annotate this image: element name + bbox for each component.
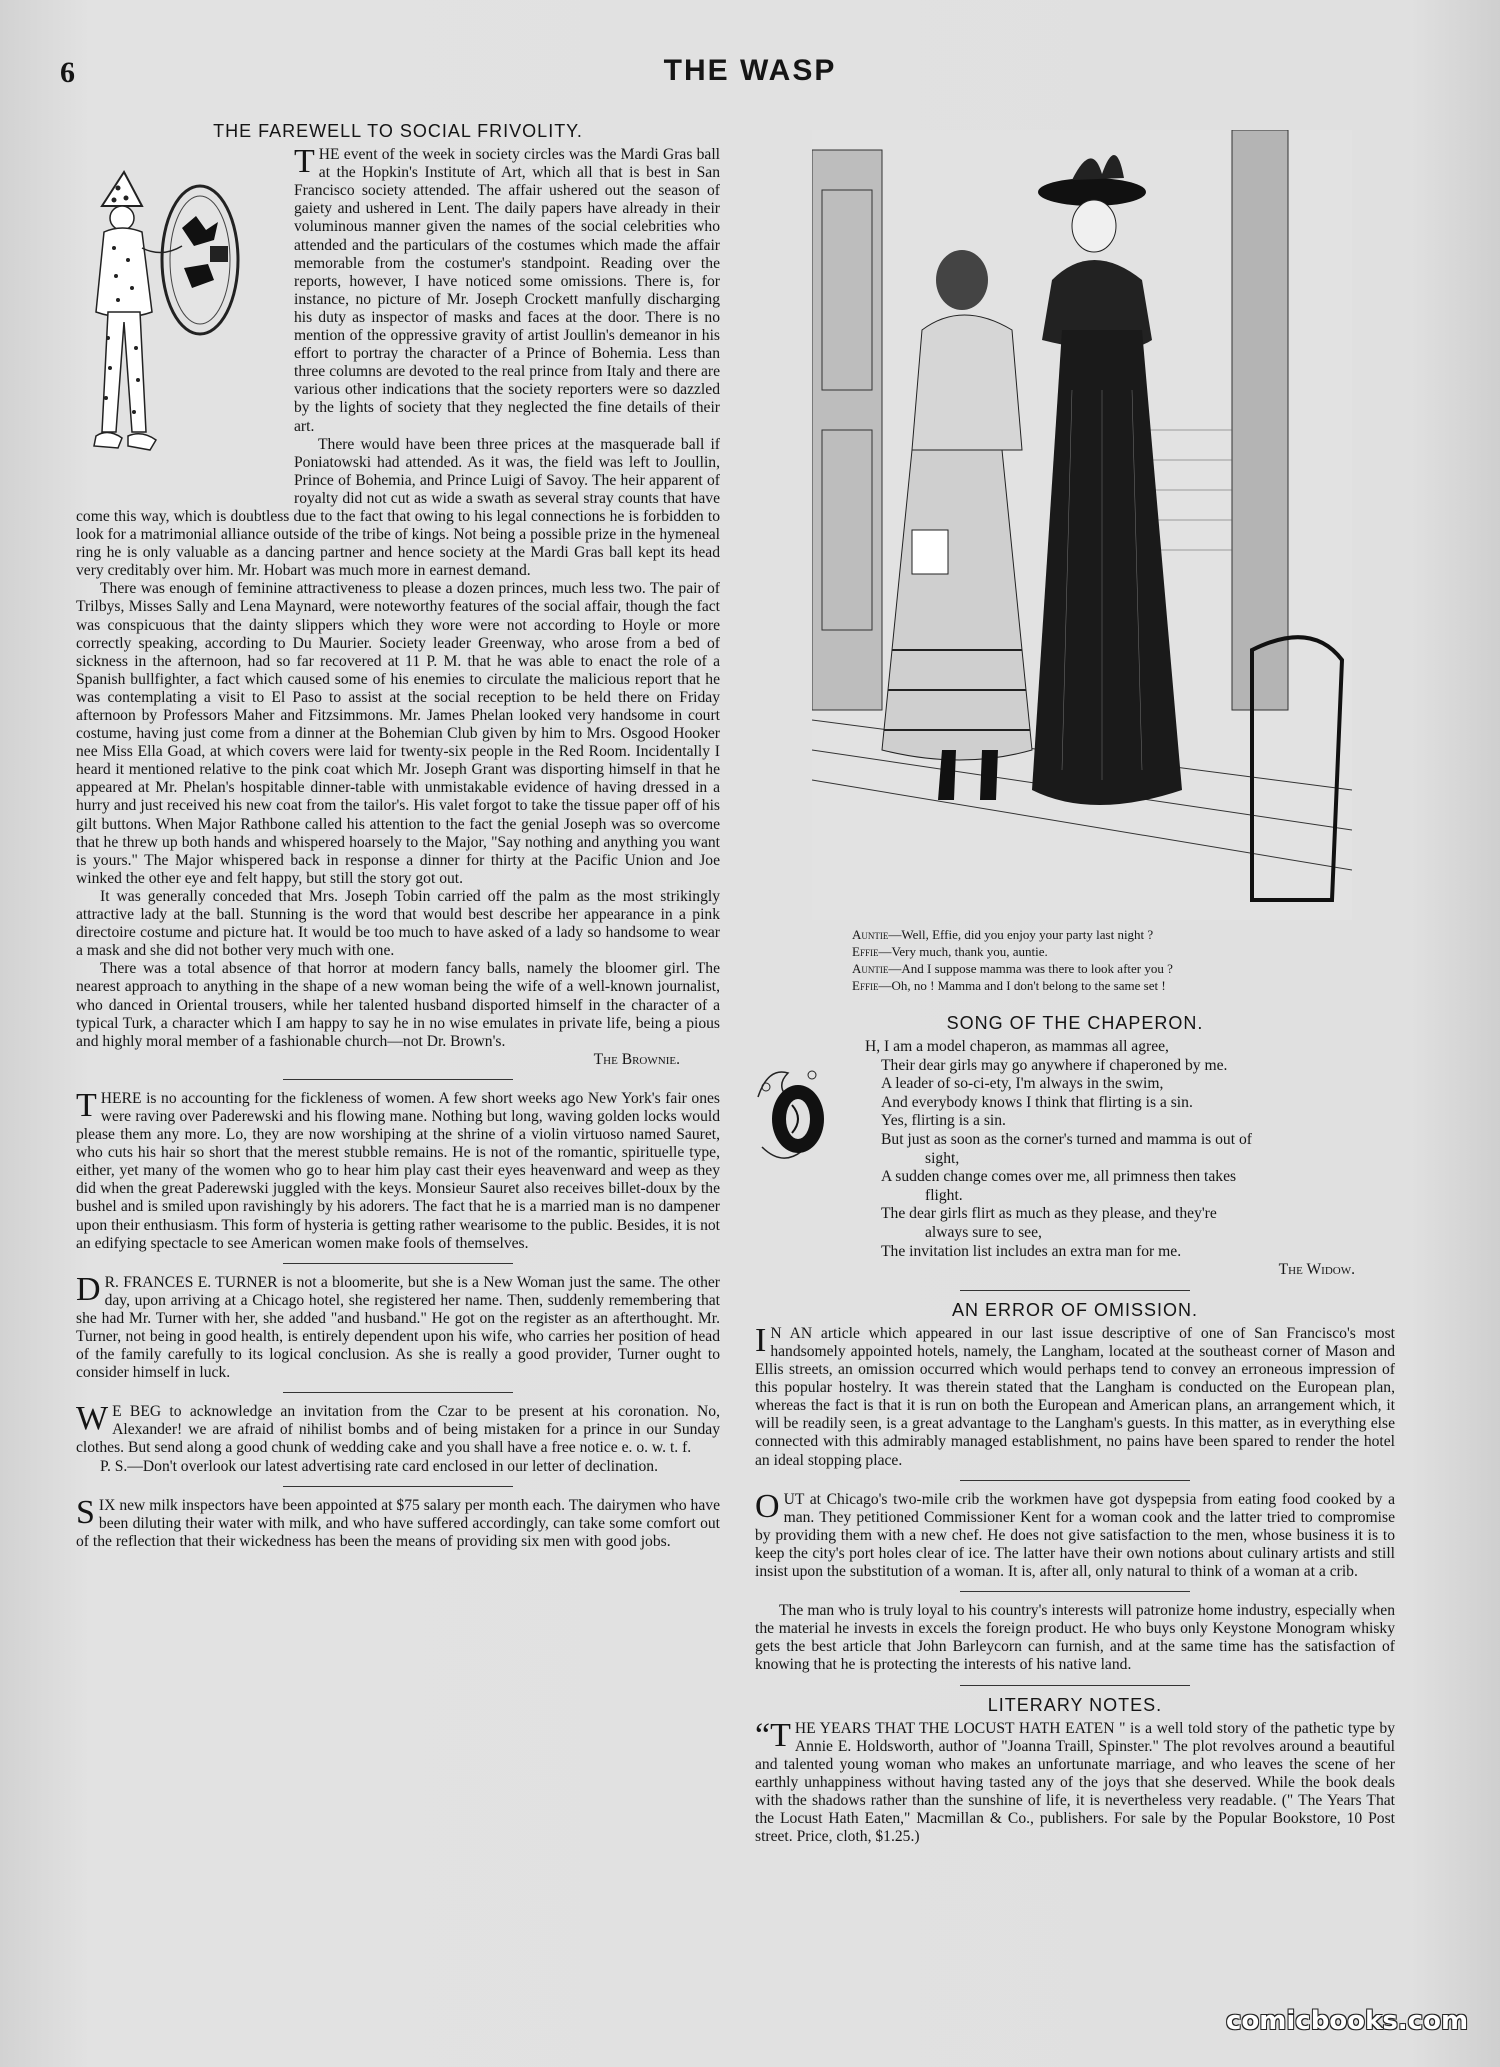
dropcap: T	[294, 143, 315, 181]
dropcap: D	[76, 1270, 101, 1308]
caption-line	[852, 943, 1332, 960]
milk-article	[76, 1493, 720, 1551]
poem-line: But just as soon as the corner's turned and mamma is out of	[881, 1131, 1252, 1149]
illustration-caption	[852, 926, 1332, 994]
dropcap: T	[76, 1086, 97, 1124]
song-signature: The Widow.	[1278, 1261, 1355, 1279]
divider	[283, 1079, 513, 1080]
dropcap: I	[755, 1321, 767, 1359]
divider	[960, 1591, 1190, 1592]
literary-title: LITERARY NOTES.	[987, 1694, 1163, 1715]
dropcap: O	[755, 1487, 780, 1525]
poem-line: The invitation list includes an extra man for me.	[881, 1242, 1182, 1260]
caption-speaker: Effie	[852, 944, 879, 959]
czar-article	[76, 1400, 720, 1457]
literary-article	[755, 1716, 1395, 1847]
dropcap: S	[76, 1493, 95, 1531]
literary-text: HE YEARS THAT THE LOCUST HATH EATEN " is a well told story of the pathetic type by Annie E. Holdsworth, author of "Joanna Traill, Spinster." The plot revolves around a beautiful and talented young woman who makes an unfortunate marriage, and who leaves the scene of her earthly unhappiness without having tasted any of the joys that she deserved. While the book deals with the shadows rather than the sunshine of life, it is nevertheless very readable. (" The Years That the Locust Hath Eaten," Macmillan & Co., publishers. For sale by the Popular Bookstore, 10 Post street. Price, cloth, $1.25.)	[755, 1719, 1395, 1846]
sauret-article	[76, 1086, 720, 1253]
caption-speaker: Auntie	[852, 927, 889, 942]
poem-line: always sure to see,	[925, 1224, 1042, 1242]
poem-line: And everybody knows I think that flirting is a sin.	[881, 1093, 1193, 1111]
chicago-text: UT at Chicago's two-mile crib the workmen have got dyspepsia from eating food cooked by a man. They petitioned Commissioner Kent for a woman cook and the latter tried to compromise by providing them with a new chef. He does not give satisfaction to the men, whose business it is to keep the city's port holes clear of ice. The latter have their own notions about culinary artists and still insist upon the substitution of a woman. It is, after all, only natural to think of a woman at a crib.	[755, 1490, 1395, 1581]
omission-article	[755, 1321, 1395, 1470]
turner-article	[76, 1270, 720, 1383]
poem-line: A leader of so-ci-ety, I'm always in the swim,	[881, 1075, 1164, 1093]
caption-line	[852, 926, 1332, 943]
caption-line	[852, 960, 1332, 977]
song-title: SONG OF THE CHAPERON.	[946, 1013, 1204, 1033]
farewell-title: THE FAREWELL TO SOCIAL FRIVOLITY.	[213, 121, 583, 141]
caption-line	[852, 977, 1332, 994]
caption-text: —Well, Effie, did you enjoy your party last night ?	[888, 927, 1154, 942]
caption-text: —And I suppose mamma was there to look after you ?	[888, 961, 1173, 976]
divider	[283, 1486, 513, 1487]
caption-text: —Oh, no ! Mamma and I don't belong to the same set !	[878, 978, 1166, 993]
czar-text: E BEG to acknowledge an invitation from the Czar to be present at his coronation. No, Alexander! we are afraid of nihilist bombs and of being mistaken for a prince in our Sunday clothes. But send along a good chunk of wedding cake and you shall have a free notice e. o. w. t. f.	[76, 1403, 720, 1457]
sauret-text: HERE is no accounting for the fickleness of women. A few short weeks ago New York's fair ones were raving over Paderewski and his flowing mane. Nothing but long, waving golden locks would please them any more. Lo, they are now worshiping at the shrine of a violin virtuoso named Sauret, who cuts his hair so short that the merest stubble remains. He is not of the romantic, spirituelle type, either, yet many of the women who go to hear him play cast their eyes heavenward and weep as they did when the great Paderewski juggled with the keys. Monsieur Sauret also receives billet-doux by the bushel and is smiled upon ravishingly by his adorers. The fact that he is a married man is no dampener upon their enthusiasm. This form of hysteria is getting rather wearisome to the public. Besides, it is not an edifying spectacle to see American women make fools of themselves.	[76, 1089, 720, 1252]
omission-text: N AN article which appeared in our last issue descriptive of one of San Francisco's most handsomely appointed hotels, namely, the Langham, located at the southeast corner of Mason and Ellis streets, an omission occurred which would perhaps tend to convey an erroneous impression of this popular hostelry. It was therein stated that the Langham is conducted on the European plan, whereas the fact is that it is run on both the European and American plans, an arrangement which, it will be readily seen, is a great advantage to the Langham's guests. In this matter, as in everything else connected with this admirably managed establishment, no pains have been spared to render the hotel an ideal stopping place.	[755, 1324, 1395, 1469]
dropcap: W	[76, 1400, 109, 1438]
poem-line: sight,	[925, 1149, 960, 1167]
caption-speaker: Auntie	[852, 961, 889, 976]
masthead: THE WASP	[663, 54, 837, 87]
czar-postscript: P. S.—Don't overlook our latest advertising rate card enclosed in our letter of declination.	[100, 1457, 658, 1475]
divider	[960, 1685, 1190, 1686]
poem-line: Yes, flirting is a sin.	[881, 1112, 1006, 1130]
left-column	[76, 122, 720, 1551]
clown-float-space	[76, 146, 294, 502]
chicago-article	[755, 1487, 1395, 1581]
divider	[960, 1290, 1190, 1291]
right-column	[755, 1014, 1395, 1846]
keystone-article: The man who is truly loyal to his country's interests will patronize home industry, especially when the material he invests in excels the foreign product. He who buys only Keystone Monogram whisky gets the best article that John Barleycorn can furnish, and at the same time has the satisfaction of knowing that he is protecting the interests of his native land.	[755, 1602, 1395, 1674]
farewell-paragraph-4: It was generally conceded that Mrs. Joseph Tobin carried off the palm as the most strikingly attractive lady at the ball. Stunning is the word that would best describe her appearance in a pink directoire costume and picture hat. It would be too much to have asked of a lady so handsome to wear a mask and she did not bother very much with one.	[76, 887, 720, 960]
caption-speaker: Effie	[852, 978, 879, 993]
farewell-signature: The Brownie.	[593, 1050, 680, 1068]
poem-line: A sudden change comes over me, all primness then takes	[881, 1168, 1237, 1186]
page-number: 6	[60, 56, 75, 89]
auntie-effie-illustration	[812, 130, 1352, 920]
poem-line: H, I am a model chaperon, as mammas all agree,	[865, 1038, 1169, 1056]
farewell-paragraph-2: There would have been three prices at the masquerade ball if Poniatowski had attended. As it was, the field was left to Joullin, Prince of Bohemia, and Prince Luigi of Savoy. The heir apparent of royalty did not cut as wide a swath as several stray counts that have come this way, which is doubtless due to the fact that owing to his legal connections he is forbidden to look for a matrimonial alliance outside of the tribe of kings. Not being a possible prize in the hymeneal ring he is only valuable as a dancing partner and hence society at the Mardi Gras ball kept its head very creditably over him. Mr. Hobart was much more in earnest demand.	[76, 435, 720, 580]
poem-line: flight.	[925, 1186, 963, 1204]
watermark: comicbooks.com	[1226, 2006, 1469, 2036]
farewell-paragraph-1	[76, 143, 720, 436]
farewell-text-1: HE event of the week in society circles was the Mardi Gras ball at the Hopkin's Institute of Art, which all that is best in San Francisco society attended. The affair ushered out the season of gaiety and ushered in Lent. The daily papers have already in their voluminous manner given the names of the social celebrities who attended and the particulars of the costumes which made the affair memorable from the costumer's standpoint. Reading over the reports, however, I have noticed some omissions. There is, for instance, no picture of Mr. Joseph Crockett manfully discharging his duty as inspector of masks and faces at the door. There is no mention of the oppressive gravity of artist Joullin's demeanor in his effort to portray the character of a Prince of Bohemia. Less than three columns are devoted to the real prince from Italy and there are various other indications that the society reporters were so dazzled by the lights of society that they neglected the fine details of their art.	[294, 146, 720, 435]
turner-text: R. FRANCES E. TURNER is not a bloomerite, but she is a New Woman just the same. The other day, upon arriving at a Chicago hotel, she registered her name. Then, suddenly remembering that she had Mr. Turner with her, she added "and husband." He got on the register as an afterthought. Mr. Turner, not being in good health, is entirely dependent upon his wife, who carries her position of head of the family carefully to its logical conclusion. As she is really a good provider, Turner ought to consider himself in luck.	[76, 1273, 720, 1382]
dropcap: “T	[755, 1716, 791, 1754]
poem-line: Their dear girls may go anywhere if chaperoned by me.	[881, 1056, 1228, 1074]
song-poem	[755, 1038, 1395, 1280]
poem-line: The dear girls flirt as much as they please, and they're	[881, 1205, 1217, 1223]
farewell-paragraph-5: There was a total absence of that horror at modern fancy balls, namely the bloomer girl. The nearest approach to anything in the shape of a new woman being the wife of a well-known journalist, who danced in Oriental trousers, while her talented husband disported himself in the character of a typical Turk, a character which I am happy to say he in no wise emulates in private life, being a pious and highly moral member of a fashionable church—not Dr. Brown's.	[76, 960, 720, 1050]
divider	[283, 1392, 513, 1393]
omission-title: AN ERROR OF OMISSION.	[951, 1299, 1199, 1320]
divider	[960, 1480, 1190, 1481]
farewell-paragraph-3: There was enough of feminine attractiveness to please a dozen princes, much less two. The pair of Trilbys, Misses Sally and Lena Maynard, were noteworthy features of the social affair, though the fact was conspicuous that the dainty slippers which they wore were not according to Hoyle or more correctly speaking, according to Du Maurier. Society leader Greenway, who arose from a bed of sickness in the afternoon, had so far recovered at 11 P. M. that he was able to enact the role of a Spanish bullfighter, a fact which caused some of his enemies to circulate the malicious report that he was contemplating a visit to El Paso to assist at the social reception to be held there on Friday afternoon by Professors Maher and Fitzsimmons. Mr. James Phelan looked very handsome in court costume, having just come from a dinner at the Bohemian Club given by him to Mrs. Osgood Hooker nee Miss Ella Goad, at which covers were laid for twenty-six people in the Red Room. Incidentally I heard it mentioned relative to the pink coat which Mr. Joseph Grant was disporting himself in that he appeared at Mr. Phelan's hospitable dinner-table with unmistakable evidence of having dressed in a hurry and just received his new coat from the tailor's. His valet forgot to take the tissue paper off of his gilt buttons. When Major Rathbone called his attention to the fact the genial Joseph was so overcome that he threw up both hands and whispered hoarsely to the Major, "Say nothing and anything you want is yours." The Major whispered back in response a dinner for thirty at the Pacific Union and Joe winked the other eye and felt happy, but still the story got out.	[76, 580, 720, 887]
milk-text: IX new milk inspectors have been appointed at $75 salary per month each. The dairymen who have been diluting their water with milk, and who have suffered accordingly, can take some comfort out of the reflection that their wickedness has been the means of providing six men with good jobs.	[76, 1496, 720, 1550]
caption-text: —Very much, thank you, auntie.	[878, 944, 1048, 959]
divider	[283, 1263, 513, 1264]
